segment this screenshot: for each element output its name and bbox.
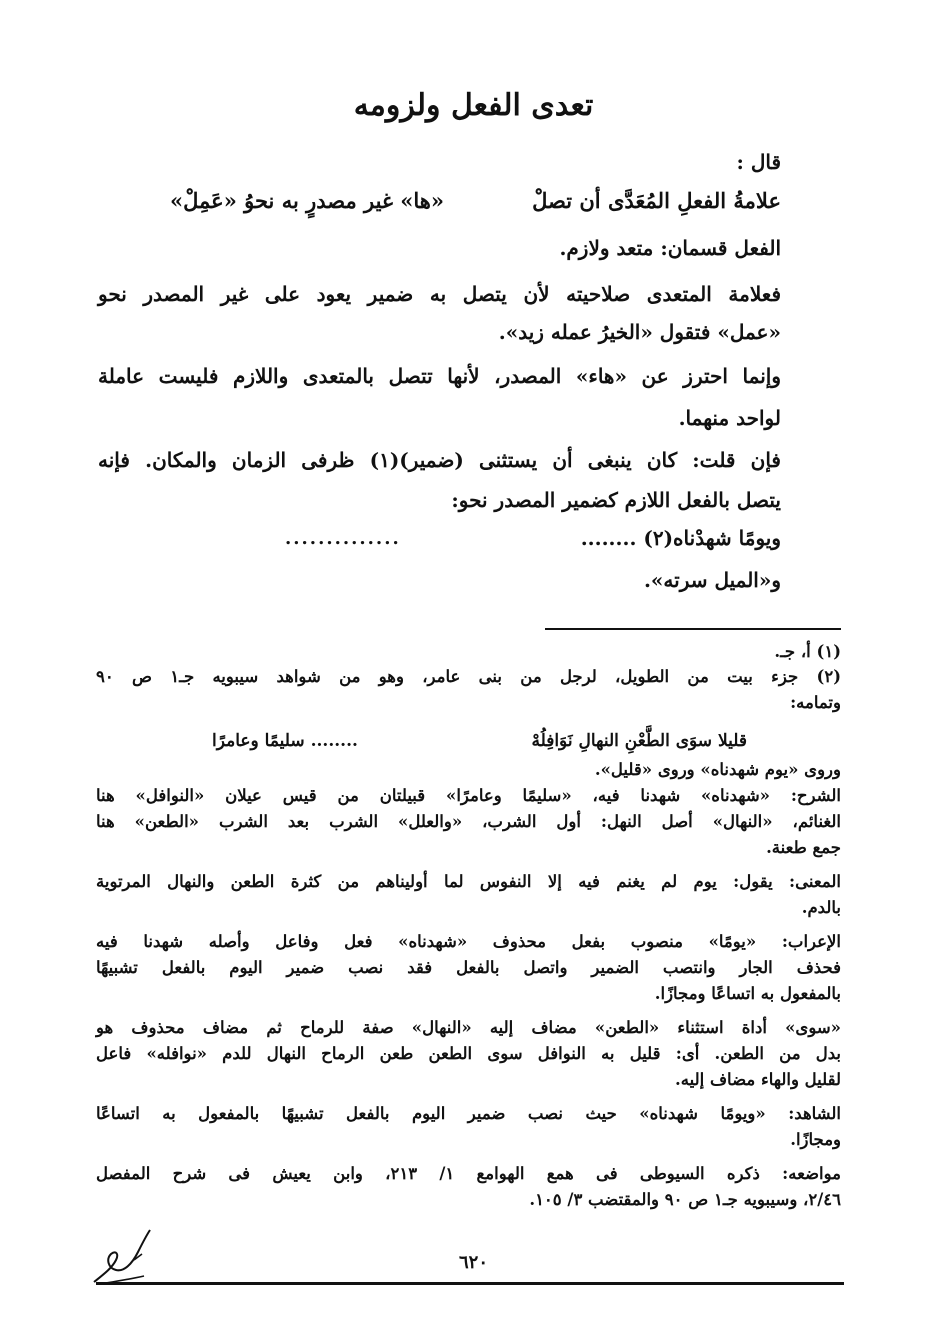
body-line-5: لواحد منهما. [678,406,781,430]
bottom-rule [96,1282,844,1285]
page-title: تعدى الفعل ولزومه [353,88,594,123]
body-line-2: فعلامة المتعدى صلاحيته لأن يتصل به ضمير يعود على غير المصدر نحو [98,282,781,306]
footnote-siwa-3: لقليل والهاء مضاف إليه. [675,1070,841,1089]
verse-ellipsis: .............. [285,528,401,549]
body-line-6: فإن قلت: كان ينبغى أن يستثنى (ضمير)(١) ظرفى الزمان والمكان. فإنه [98,448,781,472]
footnote-2-line-2: وتمامه: [790,693,841,712]
footnote-verse-second-hemistich: قليلا سوَى الطَّعْنِ النهالِ نَوَافِلُهْ [531,731,747,751]
body-line-7: يتصل بالفعل اللازم كضمير المصدر نحو: [451,488,781,512]
footnote-separator [545,628,841,630]
footnote-verse [212,731,747,757]
qala-label: قال : [736,150,781,174]
footnote-siwa-1: «سوى» أداة استثناء «الطعن» مضاف إليه «النهال» صفة للرماح ثم مضاف محذوف هو [96,1018,841,1037]
footnote-irab-3: بالمفعول به اتساعًا ومجازًا. [654,984,841,1003]
footnote-1: (١) أ، جـ. [774,642,841,661]
footnote-irab-2: فحذف الجار وانتصب الضمير واتصل بالفعل فقد نصب ضمير اليوم بالفعل تشبيهًا [96,958,841,977]
footnote-siwa-2: بدل من الطعن. أى: قليل به النوافل سوى الطعن طعن الرماح النهال للدم «نوافله» فاعل [96,1044,841,1063]
body-line-8: ويومًا شهدْناه(٢) ........ [580,526,781,550]
verse-second-hemistich: «ها» غير مصدرٍ به نحوُ «عَمِلْ» [170,188,444,213]
signature-mark-icon [86,1224,156,1294]
body-line-1: الفعل قسمان: متعد ولازم. [559,236,781,260]
footnote-sharh-1: الشرح: «شهدناه» شهدنا فيه، «سليمًا وعامرًا» قبيلتان من قيس عيلان «النوافل» هنا [96,786,841,805]
footnote-maana-1: المعنى: يقول: يوم لم يغنم فيه إلا النفوس لما أوليناهم من كثرة الطعن والنهال المرتوية [96,872,841,891]
footnote-irab-1: الإعراب: «يومًا» منصوب بفعل محذوف «شهدناه» فعل وفاعل وأصله شهدنا فيه [96,932,841,951]
footnote-sharh-2: الغنائم، «النهال» أصل النهل: أول الشرب، «والعلل» الشرب بعد الشرب «الطعن» هنا [96,812,841,831]
verse-line [170,188,781,220]
body-line-4: وإنما احترز عن «هاء» المصدر، لأنها تتصل بالمتعدى واللازم فليست عاملة [98,364,781,388]
footnote-2-line-1: (٢) جزء بيت من الطويل، لرجل من بنى عامر، وهو من شواهد سيبويه جـ١ ص ٩٠ [96,667,842,686]
verse-first-hemistich: علامةُ الفعلِ المُعَدَّى أن تصلْ [532,188,781,213]
footnote-shahid-2: ومجازًا. [790,1130,841,1149]
body-line-3: «عمل» فتقول «الخيرُ عمله زيد». [498,320,781,344]
page-number: ٦٢٠ [458,1252,488,1273]
footnote-riwaya: وروى «يوم شهدناه» وروى «قليل». [594,760,841,779]
footnote-sharh-3: جمع طعنة. [766,838,841,857]
footnote-verse-first-hemistich: ........ سليمًا وعامرًا [212,731,358,751]
footnote-mawadi-2: ٢/٤٦، وسيبويه جـ١ ص ٩٠ والمقتضب ٣/ ١٠٥. [529,1190,841,1209]
footnote-maana-2: بالدم. [801,898,841,917]
footnote-mawadi-1: مواضعه: ذكره السيوطى فى همع الهوامع ١/ ٢١٣، وابن يعيش فى شرح المفصل [96,1164,841,1183]
body-line-9: و«الميل سرته». [643,568,781,592]
footnote-shahid-1: الشاهد: «ويومًا شهدناه» حيث نصب ضمير اليوم بالفعل تشبيهًا بالمفعول به اتساعًا [96,1104,841,1123]
